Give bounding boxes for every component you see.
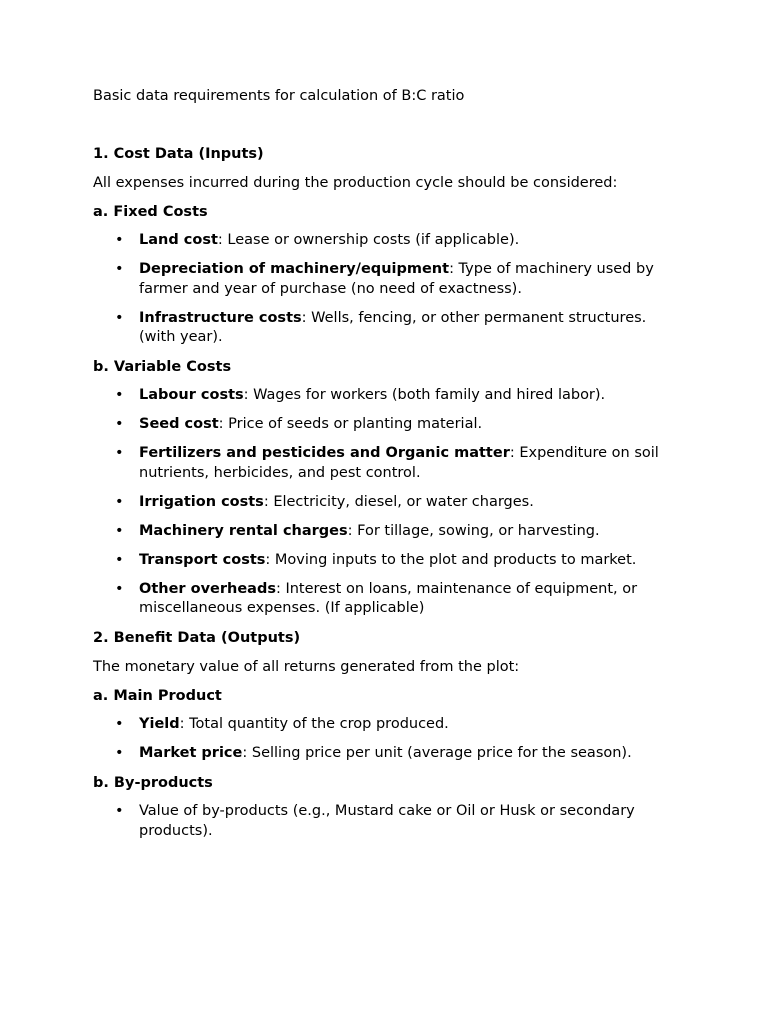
list-item: [93, 744, 683, 764]
bullet-icon: •: [115, 716, 124, 732]
list-item: [93, 493, 683, 513]
list-item-text: : Wells, fencing, or other permanent structures. (with year).: [139, 309, 647, 345]
bullet-icon: •: [115, 551, 124, 568]
list-item-term: Infrastructure costs: [139, 309, 302, 326]
list-item: [93, 580, 683, 619]
fixed-costs-list: [93, 231, 683, 348]
list-item-text: : Expenditure on soil nutrients, herbicides, and pest control.: [139, 445, 659, 481]
bullet-icon: •: [115, 580, 124, 597]
main-product-list: [93, 715, 683, 764]
list-item-term: Fertilizers and pesticides and Organic matter: [139, 445, 510, 461]
list-item: [93, 551, 683, 571]
list-item: [93, 802, 683, 841]
bullet-icon: •: [115, 493, 124, 510]
list-item-text: : For tillage, sowing, or harvesting.: [347, 522, 600, 539]
bullet-icon: •: [115, 445, 124, 461]
list-item: [93, 715, 683, 735]
list-item-term: Land cost: [139, 232, 218, 248]
benefit-section-intro: The monetary value of all returns generated from the plot:: [93, 659, 520, 675]
list-item-term: Machinery rental charges: [139, 522, 348, 539]
list-item-term: Irrigation costs: [139, 493, 264, 510]
cost-section-intro: All expenses incurred during the production cycle should be considered:: [93, 175, 618, 191]
bullet-icon: •: [115, 261, 124, 277]
list-item: [93, 309, 683, 348]
list-item-text: : Interest on loans, maintenance of equipment, or miscellaneous expenses. (If applicable): [139, 580, 638, 616]
list-item: [93, 522, 683, 542]
main-product-heading: a. Main Product: [93, 688, 222, 704]
list-item-term: Depreciation of machinery/equipment: [139, 261, 450, 277]
list-item-text: : Selling price per unit (average price for the season).: [242, 745, 632, 761]
list-item-text: : Lease or ownership costs (if applicable).: [217, 232, 520, 248]
list-item: [93, 231, 683, 251]
list-item: [93, 386, 683, 406]
benefit-section-heading: 2. Benefit Data (Outputs): [93, 630, 301, 646]
by-products-heading: b. By-products: [93, 775, 213, 791]
list-item-term: Transport costs: [139, 551, 266, 568]
document-page: [93, 86, 683, 851]
list-item-term: Yield: [139, 716, 180, 732]
list-item: [93, 444, 683, 483]
cost-section-heading: 1. Cost Data (Inputs): [93, 146, 264, 162]
bullet-icon: •: [115, 745, 124, 761]
list-item-text: : Total quantity of the crop produced.: [179, 716, 449, 732]
bullet-icon: •: [115, 387, 124, 403]
bullet-icon: •: [115, 416, 124, 432]
variable-costs-list: [93, 386, 683, 619]
list-item: [93, 415, 683, 435]
by-products-list: [93, 802, 683, 841]
bullet-icon: •: [115, 309, 124, 326]
list-item-text: : Moving inputs to the plot and products to market.: [265, 551, 637, 568]
document-title: Basic data requirements for calculation of B:C ratio: [93, 88, 465, 104]
list-item-text: Value of by-products (e.g., Mustard cake or Oil or Husk or secondary products).: [139, 803, 635, 839]
list-item-term: Labour costs: [139, 387, 244, 403]
bullet-icon: •: [115, 522, 124, 539]
list-item: [93, 260, 683, 299]
list-item-term: Other overheads: [139, 580, 276, 597]
list-item-text: : Electricity, diesel, or water charges.: [263, 493, 534, 510]
list-item-term: Market price: [139, 745, 243, 761]
list-item-term: Seed cost: [139, 416, 219, 432]
bullet-icon: •: [115, 232, 124, 248]
list-item-text: : Type of machinery used by farmer and year of purchase (no need of exactness).: [139, 261, 654, 297]
list-item-text: : Price of seeds or planting material.: [218, 416, 483, 432]
bullet-icon: •: [115, 803, 124, 819]
list-item-text: : Wages for workers (both family and hired labor).: [243, 387, 606, 403]
variable-costs-heading: b. Variable Costs: [93, 359, 232, 375]
fixed-costs-heading: a. Fixed Costs: [93, 204, 208, 220]
